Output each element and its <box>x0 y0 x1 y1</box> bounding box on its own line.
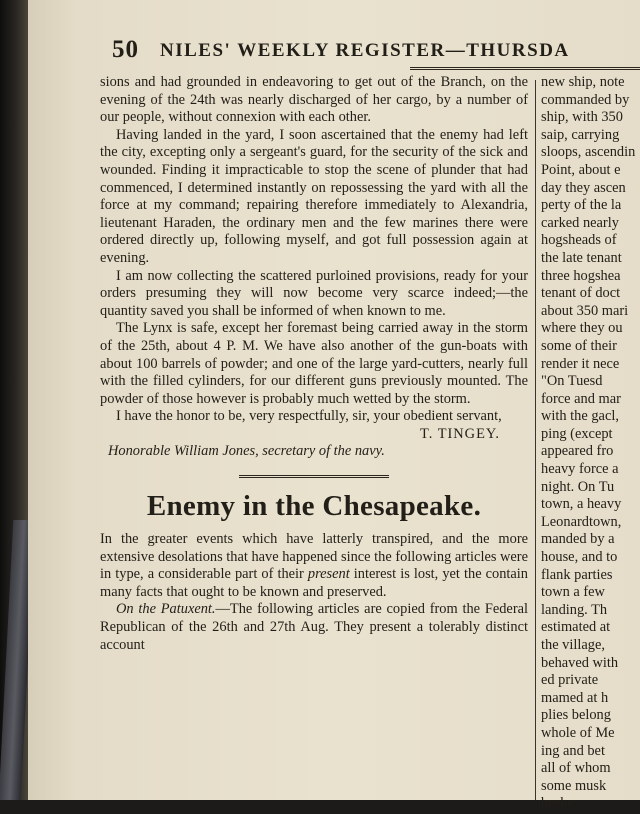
right-column-line: tenant of doct <box>541 285 621 302</box>
right-column-line: the village, <box>541 637 605 653</box>
signature: T. TINGEY. <box>420 425 500 442</box>
right-column-line: ed private <box>541 672 599 689</box>
section-divider <box>239 475 389 478</box>
addressee: Honorable William Jones, secretary of the navy. <box>108 443 385 460</box>
right-column-line: ping (except <box>541 425 613 442</box>
right-column-line: Point, about e <box>541 161 621 178</box>
right-column-line: about 350 mari <box>541 302 629 319</box>
patuxent-lead: On the Patuxent. <box>116 601 216 618</box>
right-column-line: landing. Th <box>541 601 608 618</box>
section-title: Enemy in the Chesapeake. <box>146 490 482 523</box>
right-column-line: ing and bet <box>541 742 605 759</box>
right-column-line: town, a heavy <box>541 496 622 513</box>
right-column-line: appeared fro <box>541 443 614 460</box>
paragraph-provisions <box>100 268 528 321</box>
right-column-line: force and mar <box>541 390 621 407</box>
emphasis-present: present <box>307 566 350 583</box>
right-column-line: hogsheads of <box>541 232 617 249</box>
paragraph-landing <box>100 127 528 268</box>
signature-line <box>100 426 528 444</box>
right-column-line: "On Tuesd <box>541 373 603 390</box>
closing-salutation <box>100 408 528 426</box>
patuxent-text: —The following articles are copied from the Federal Republican of the 26th and 27th Aug. They present a tolerably distinct account <box>100 601 528 653</box>
closing-salutation-text: I have the honor to be, very respectfully, sir, your obedient servant, <box>116 408 502 425</box>
right-column-line: some of their <box>541 337 617 354</box>
right-column-line: mamed at h <box>541 689 609 706</box>
paragraph-patuxent <box>100 601 528 654</box>
right-column-line: manded by a <box>541 531 615 548</box>
masthead-title: NILES' WEEKLY REGISTER—THURSDA <box>160 40 570 61</box>
right-column-line: where they ou <box>541 320 623 337</box>
paragraph-provisions-text: I am now collecting the scattered purloined provisions, ready for your orders presuming they will now become very scarce indeed;—the quantity saved you shall be informed of when known to me. <box>100 267 528 319</box>
right-column-line: three hogshea <box>541 267 621 284</box>
right-column-line: with the gacl, <box>541 408 619 425</box>
right-column-line: saip, carrying <box>541 126 620 143</box>
right-column-line: day they ascen <box>541 179 626 196</box>
right-column-line: render it nece <box>541 355 620 372</box>
right-column-line: behaved with <box>541 654 619 671</box>
right-column-line: house, and to <box>541 549 618 566</box>
right-column-line: flank parties <box>541 566 613 583</box>
right-column-line: plies belong <box>541 707 611 724</box>
right-column-line: new ship, note <box>541 74 625 90</box>
right-column-line: heavy force a <box>541 461 619 478</box>
left-column <box>100 74 528 814</box>
right-column-line: broke <box>541 795 574 812</box>
binding-edge <box>0 0 28 800</box>
right-column-line: commanded by <box>541 91 630 108</box>
page-number: 50 <box>112 36 139 63</box>
right-column-line: the late tenant <box>541 249 622 266</box>
right-column-line: whole of Me <box>541 724 615 741</box>
header-rule <box>410 67 640 70</box>
section-intro: In the greater events which have latterly transpired, and the more extensive desolations that have happened since the following articles were in type, a considerable part of their present interest is lost, yet the contain many facts that ought to be known and preserved. <box>100 531 529 600</box>
right-column-line: sloops, ascendin <box>541 144 636 161</box>
right-column-line: Leonardtown, <box>541 513 622 530</box>
column-rule <box>535 80 536 800</box>
paragraph-landing-text: Having landed in the yard, I soon ascertained that the enemy had left the city, excepting only a sergeant's guard, for the security of the sick and wounded. Finding it impracticable to stop the scene of plunder that had commenced, I determined instantly on repossessing the yard with all the force at my command; repairing therefore immediately to Alexandria, lieutenant Haraden, the ordinary men and the few marines there were ordered directly up, following myself, and got full possession again at evening. <box>100 126 528 266</box>
right-column-line: some musk <box>541 777 607 794</box>
right-column-line: night. On Tu <box>541 478 615 495</box>
right-column-line: ship, with 350 <box>541 109 623 126</box>
paragraph-lynx-text: The Lynx is safe, except her foremast being carried away in the storm of the 25th, about 4 P. M. We have also another of the gun-boats with about 100 barrels of powder; and one of the large yard-cutters, nearly full with the filled cylinders, for our different guns previously mounted. The powder of those however is probably much wetted by the storm. <box>100 320 528 407</box>
right-column-line: carked nearly <box>541 214 619 231</box>
right-column <box>541 74 640 814</box>
paragraph-lynx <box>100 320 528 408</box>
page-header <box>112 36 632 66</box>
paragraph-cargo: sions and had grounded in endeavoring to get out of the Branch, on the evening of the 24th was nearly discharged of her cargo, by a number of our people, without connexion with each other. <box>100 74 528 126</box>
right-column-line: town a few <box>541 584 605 601</box>
right-column-line: all of whom <box>541 760 611 777</box>
right-column-line: estimated at <box>541 619 611 636</box>
right-column-line: perty of the la <box>541 197 622 214</box>
